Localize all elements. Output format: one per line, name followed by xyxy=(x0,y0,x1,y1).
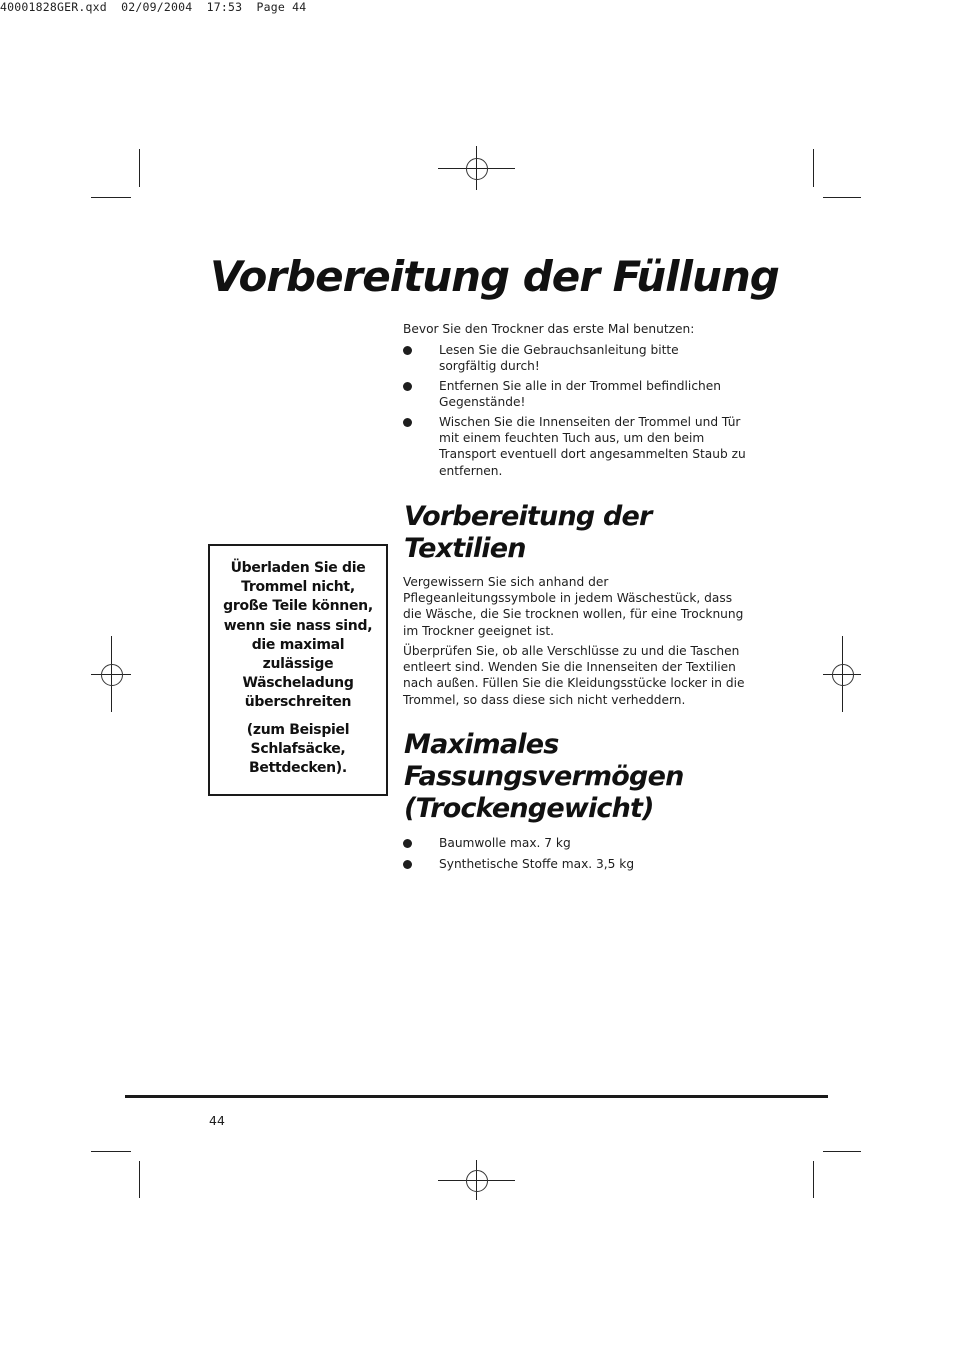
intro-lead: Bevor Sie den Trockner das erste Mal benutzen: xyxy=(403,322,695,336)
bullet-text: Synthetische Stoffe max. 3,5 kg xyxy=(439,857,635,871)
heading-line: Vorbereitung der xyxy=(404,501,652,532)
bullet-text: Lesen Sie die Gebrauchsanleitung bitte sorgfältig durch! xyxy=(439,343,679,374)
heading-line: Fassungsvermögen xyxy=(404,761,684,792)
warning-example: (zum Beispiel Schlafsäcke, Bettdecken). xyxy=(246,721,350,777)
intro-bullet-item xyxy=(403,414,748,479)
intro-bullet-item xyxy=(403,378,748,410)
bullet-text: Baumwolle max. 7 kg xyxy=(439,836,571,850)
registration-circle xyxy=(466,1170,488,1192)
print-slug xyxy=(0,0,954,14)
slug-time: 17:53 xyxy=(206,0,243,14)
page-title: Vorbereitung der Füllung xyxy=(210,252,779,301)
section-heading-textiles xyxy=(404,501,652,565)
slug-file: 40001828GER.qxd xyxy=(0,0,107,14)
bullet-text: Wischen Sie die Innenseiten der Trommel und Tür mit einem feuchten Tuch aus, um den beim Transport eventuell dort angesammelten Staub zu entfernen. xyxy=(439,415,746,478)
textiles-paragraph-1: Vergewissern Sie sich anhand der Pflegeanleitungssymbole in jedem Wäschestück, dass die Wäsche, die Sie trocknen wollen, für eine Trocknung im Trockner geeignet ist. xyxy=(403,575,744,638)
bullet-text: Entfernen Sie alle in der Trommel befindlichen Gegenstände! xyxy=(439,379,721,410)
crop-mark-top-left-vertical xyxy=(139,149,140,187)
crop-mark-top-right-vertical xyxy=(813,149,814,187)
bullet-icon xyxy=(403,418,412,427)
intro-bullet-item xyxy=(403,342,748,374)
registration-circle xyxy=(101,664,123,686)
crop-mark-top-right-horizontal xyxy=(823,197,861,198)
footer-rule xyxy=(125,1095,828,1098)
heading-line: Textilien xyxy=(404,533,526,564)
bullet-icon xyxy=(403,860,412,869)
textiles-paragraph-2: Überprüfen Sie, ob alle Verschlüsse zu und die Taschen entleert sind. Wenden Sie die Innenseiten der Textilien nach außen. Füllen Sie die Kleidungsstücke locker in die Trommel, so dass diese sich nicht verheddern. xyxy=(403,644,745,707)
bullet-icon xyxy=(403,839,412,848)
slug-date: 02/09/2004 xyxy=(121,0,193,14)
crop-mark-top-left-horizontal xyxy=(91,197,131,198)
heading-line: Maximales xyxy=(404,729,559,760)
warning-box xyxy=(208,544,388,796)
crop-mark-bottom-right-vertical xyxy=(813,1161,814,1198)
bullet-icon xyxy=(403,382,412,391)
registration-circle xyxy=(466,158,488,180)
capacity-bullet-item xyxy=(403,856,748,872)
warning-text: Überladen Sie die Trommel nicht, große Teile können, wenn sie nass sind, die maximal zulässige Wäscheladung überschreiten xyxy=(223,560,373,711)
bullet-icon xyxy=(403,346,412,355)
heading-line: (Trockengewicht) xyxy=(404,793,654,824)
registration-circle xyxy=(832,664,854,686)
page-number: 44 xyxy=(209,1113,225,1128)
crop-mark-bottom-left-vertical xyxy=(139,1161,140,1198)
slug-page-label: Page 44 xyxy=(256,0,307,14)
capacity-bullet-item xyxy=(403,835,748,851)
crop-mark-bottom-left-horizontal xyxy=(91,1151,131,1152)
section-heading-capacity xyxy=(404,729,684,825)
crop-mark-bottom-right-horizontal xyxy=(823,1151,861,1152)
